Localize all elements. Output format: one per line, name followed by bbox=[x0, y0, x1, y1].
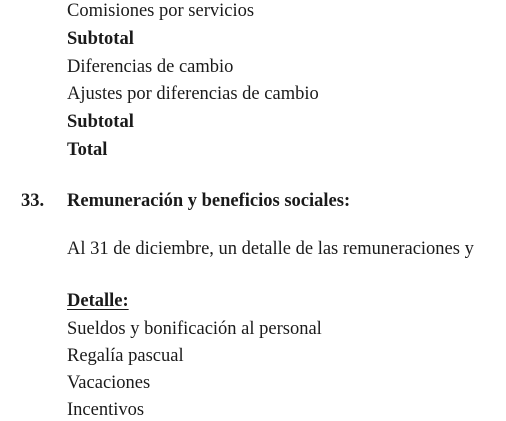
detail-item: Vacaciones bbox=[67, 373, 151, 393]
detail-heading: Detalle: bbox=[67, 291, 129, 311]
detail-item: Sueldos y bonificación al personal bbox=[67, 319, 322, 339]
line-subtotal-1: Subtotal bbox=[67, 29, 134, 49]
section-heading: Remuneración y beneficios sociales: bbox=[67, 191, 351, 211]
line-diferencias-cambio: Diferencias de cambio bbox=[67, 57, 234, 77]
detail-item: Incentivos bbox=[67, 400, 145, 420]
section-number: 33. bbox=[21, 191, 45, 211]
line-comisiones: Comisiones por servicios bbox=[67, 1, 255, 21]
detail-item: Regalía pascual bbox=[67, 346, 184, 366]
line-ajustes-cambio: Ajustes por diferencias de cambio bbox=[67, 84, 319, 104]
line-total: Total bbox=[67, 140, 108, 160]
line-subtotal-2: Subtotal bbox=[67, 112, 134, 132]
section-intro-text: Al 31 de diciembre, un detalle de las remuneraciones y bbox=[67, 239, 474, 259]
